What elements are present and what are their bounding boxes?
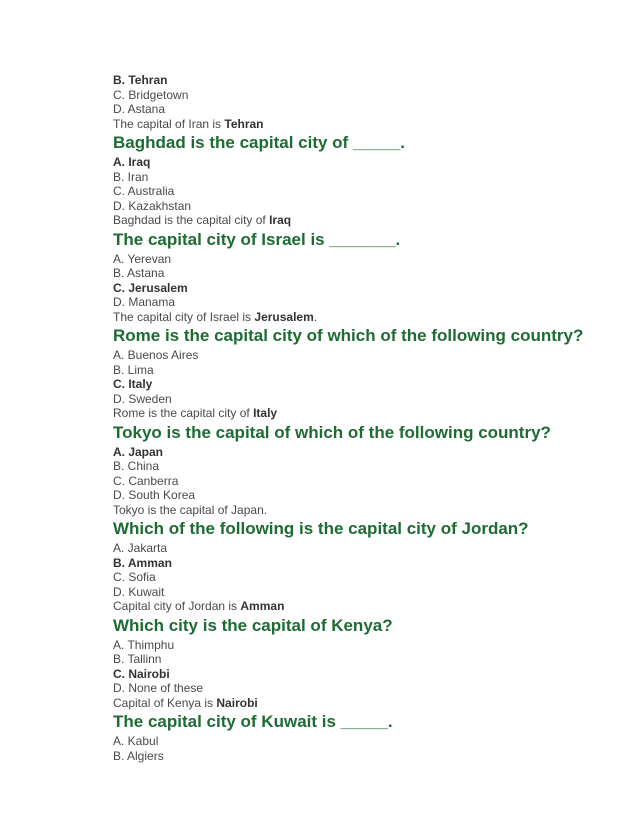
answer-option: D. Sweden xyxy=(113,391,172,406)
answer-explanation: Capital city of Jordan is Amman xyxy=(113,599,285,613)
answer-explanation: Rome is the capital city of Italy xyxy=(113,406,278,420)
question-heading: The capital city of Israel is _______. xyxy=(113,229,401,249)
correct-option: B. Amman xyxy=(113,555,172,570)
answer-keyword: Tehran xyxy=(224,116,264,131)
answer-option: A. Thimphu xyxy=(113,637,175,652)
answer-option: B. Lima xyxy=(113,362,154,377)
answer-keyword: Italy xyxy=(253,406,278,420)
question-heading: Rome is the capital city of which of the following country? xyxy=(113,326,584,345)
correct-option: A. Iraq xyxy=(113,155,151,169)
answer-option: C. Sofia xyxy=(113,570,156,584)
answer-option: D. None of these xyxy=(113,681,204,695)
answer-keyword: Iraq xyxy=(269,213,292,227)
answer-option: A. Buenos Aires xyxy=(113,348,199,362)
answer-option: B. Tallinn xyxy=(113,652,162,666)
correct-option: C. Nairobi xyxy=(113,666,170,681)
answer-option: C. Australia xyxy=(113,184,175,198)
answer-keyword: Jerusalem xyxy=(254,309,314,324)
answer-option: B. China xyxy=(113,459,160,473)
answer-option: D. Kuwait xyxy=(113,584,165,599)
answer-option: B. Algiers xyxy=(113,748,164,763)
answer-option: A. Kabul xyxy=(113,734,159,748)
answer-keyword: Amman xyxy=(240,599,285,613)
answer-explanation: Tokyo is the capital of Japan. xyxy=(113,502,268,517)
answer-explanation: Capital of Kenya is Nairobi xyxy=(113,695,258,710)
question-heading: Baghdad is the capital city of _____. xyxy=(113,133,405,152)
answer-option: D. Kazakhstan xyxy=(113,198,192,213)
answer-explanation: The capital of Iran is Tehran xyxy=(113,116,264,131)
correct-option: C. Italy xyxy=(113,377,153,391)
answer-explanation: Baghdad is the capital city of Iraq xyxy=(113,213,292,227)
question-heading: Tokyo is the capital of which of the following country? xyxy=(113,422,551,442)
question-heading: Which of the following is the capital city of Jordan? xyxy=(113,519,529,538)
answer-explanation: The capital city of Israel is Jerusalem. xyxy=(113,309,318,324)
answer-option: D. Astana xyxy=(113,102,166,116)
quiz-document xyxy=(113,73,613,763)
answer-option: B. Astana xyxy=(113,266,165,280)
correct-option: C. Jerusalem xyxy=(113,280,188,295)
question-heading: The capital city of Kuwait is _____. xyxy=(113,712,393,731)
answer-option: A. Yerevan xyxy=(113,251,172,266)
answer-option: B. Iran xyxy=(113,169,149,184)
question-heading: Which city is the capital of Kenya? xyxy=(113,615,393,635)
answer-keyword: Nairobi xyxy=(216,695,258,710)
correct-option: B. Tehran xyxy=(113,73,168,87)
answer-option: C. Canberra xyxy=(113,473,179,488)
answer-option: A. Jakarta xyxy=(113,541,168,555)
correct-option: A. Japan xyxy=(113,444,164,459)
answer-option: C. Bridgetown xyxy=(113,87,189,102)
answer-option: D. South Korea xyxy=(113,488,196,502)
answer-option: D. Manama xyxy=(113,295,176,309)
